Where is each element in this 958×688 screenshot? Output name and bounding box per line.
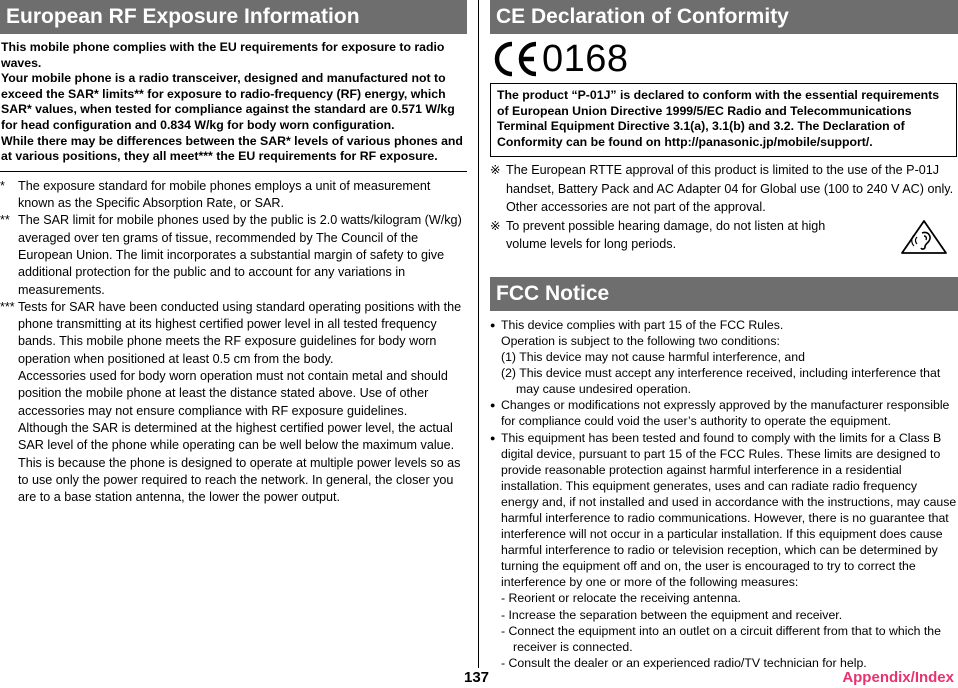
fcc-text: Changes or modifications not expressly approved by the manufacturer responsible for compliance could void the user’s authority to operate the equipment.	[501, 398, 950, 429]
footnote-mark: ***	[0, 299, 15, 314]
section-heading-fcc: FCC Notice	[490, 277, 958, 311]
left-column	[0, 0, 467, 506]
ce-declaration-box: The product “P-01J” is declared to conform with the essential requirements of European Union Directive 1999/5/EC Radio and Telecommunications Terminal Equipment Directive 3.1(a), 3.1(b) and 3.2. The Declaration of Conformity can be found on http://panasonic.jp/mobile/support/.	[490, 83, 957, 157]
section-heading-rf-exposure: European RF Exposure Information	[0, 0, 467, 34]
ce-logo-icon	[492, 39, 540, 79]
ce-mark	[490, 37, 958, 81]
ce-notes	[490, 157, 958, 255]
page-number: 137	[464, 669, 490, 686]
hearing-warning	[490, 217, 958, 255]
reference-mark: ※	[490, 163, 501, 178]
rf-intro-paragraph: This mobile phone complies with the EU requirements for exposure to radio waves.	[1, 40, 445, 70]
footnote-text: Tests for SAR have been conducted using standard operating positions with the phone transmitting at its highest certified power level in all tested frequency bands. This mobile phone meets the RF exposure guidelines for body worn operation when positioned at least 0.5 cm from the body.	[18, 299, 462, 366]
footnote	[0, 299, 467, 507]
bullet-mark: ●	[490, 319, 496, 330]
fcc-notice	[490, 311, 958, 671]
fcc-text: This equipment has been tested and found to comply with the limits for a Class B digital device, pursuant to part 15 of the FCC Rules. These limits are designed to provide reasonable protection against harmful interference in a residential installation. This equipment generates, uses and can radiate radio frequency energy and, if not installed and used in accordance with the instructions, may cause harmful interference to radio communications. However, there is no guarantee that interference will not occur in a particular installation. If this equipment does cause harmful interference to radio or television reception, which can be determined by turning the equipment off and on, the user is encouraged to try to correct the interference by one or more of the following measures:	[501, 430, 957, 590]
fcc-measure: - Reorient or relocate the receiving antenna.	[501, 591, 741, 606]
rf-footnotes	[0, 172, 467, 507]
footnote-mark: **	[0, 213, 10, 228]
ce-notified-body-number: 0168	[542, 38, 629, 80]
fcc-condition: (2) This device must accept any interference received, including interference that may cause undesired operation.	[501, 366, 941, 397]
rf-intro-paragraph: Your mobile phone is a radio transceiver, designed and manufactured not to exceed the SAR* limits** for exposure to radio-frequency (RF) energy, which SAR* values, when tested for compliance against the standard are 0.571 W/kg for head configuration and 0.834 W/kg for body worn configuration.	[1, 71, 455, 132]
ce-note	[490, 161, 958, 217]
hearing-damage-warning-icon	[900, 219, 948, 255]
rf-intro-paragraph: While there may be differences between the SAR* levels of various phones and at various positions, they all meet*** the EU requirements for RF exposure.	[1, 133, 463, 164]
rf-intro	[0, 34, 467, 165]
ce-note-text: To prevent possible hearing damage, do not listen at high volume levels for long periods.	[506, 218, 826, 252]
fcc-text: This device complies with part 15 of the FCC Rules.	[501, 317, 784, 332]
bullet-mark: ●	[490, 400, 496, 411]
fcc-bullet	[490, 397, 958, 429]
fcc-measure: - Connect the equipment into an outlet on a circuit different from that to which the receiver is connected.	[501, 623, 941, 654]
footnote-mark: *	[0, 178, 5, 193]
footnote-text: The exposure standard for mobile phones employs a unit of measurement known as the Specific Absorption Rate, or SAR.	[18, 178, 431, 211]
fcc-measure: - Increase the separation between the equipment and receiver.	[501, 607, 843, 622]
section-heading-ce: CE Declaration of Conformity	[490, 0, 958, 34]
footnote-text: Although the SAR is determined at the highest certified power level, the actual SAR level of the phone while operating can be well below the maximum value. This is because the phone is designed to operate at multiple power levels so as to use only the power required to reach the network. In general, the closer you are to a base station antenna, the lower the power output.	[18, 420, 461, 505]
right-column	[490, 0, 958, 671]
column-divider	[478, 0, 479, 668]
ce-note-text: The European RTTE approval of this product is limited to the use of the P-01J handset, Battery Pack and AC Adapter 04 for Global use (100 to 240 V AC) only. Other accessories are not part of the approval.	[506, 163, 954, 215]
ce-note	[490, 217, 900, 254]
footnote	[0, 178, 467, 213]
footnote-text: The SAR limit for mobile phones used by the public is 2.0 watts/kilogram (W/kg) averaged over ten grams of tissue, recommended by The Council of the European Union. The limit incorporates a substantial margin of safety to give additional protection for the public and to account for any variations in measurements.	[18, 213, 462, 297]
footnote-text: Accessories used for body worn operation must not contain metal and should position the mobile phone at least the distance stated above. Use of other accessories may not ensure compliance with RF exposure guidelines.	[18, 369, 448, 418]
fcc-condition: (1) This device may not cause harmful interference, and	[501, 350, 805, 365]
fcc-measure: - Consult the dealer or an experienced radio/TV technician for help.	[501, 655, 867, 670]
fcc-text: Operation is subject to the following two conditions:	[501, 333, 780, 348]
reference-mark: ※	[490, 218, 501, 233]
fcc-bullet	[490, 430, 958, 671]
fcc-bullet	[490, 317, 958, 397]
section-link-appendix-index[interactable]: Appendix/Index	[842, 669, 954, 686]
bullet-mark: ●	[490, 432, 496, 443]
footnote	[0, 212, 467, 298]
